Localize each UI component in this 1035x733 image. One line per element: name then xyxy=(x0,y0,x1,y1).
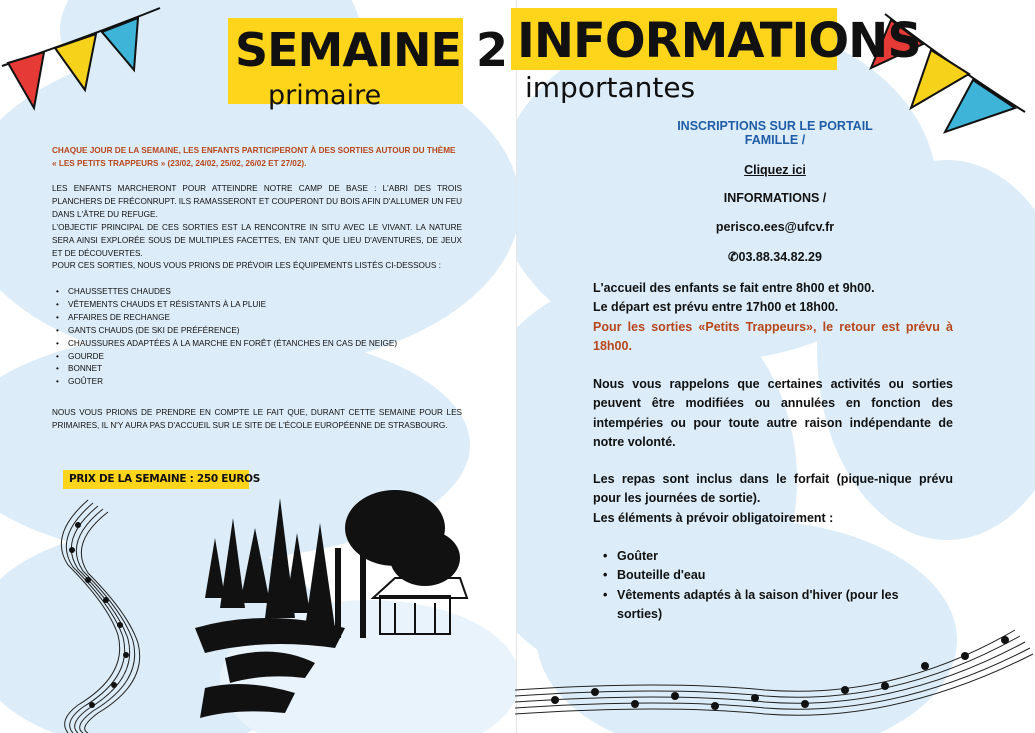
music-staff-ribbon-icon xyxy=(48,495,148,733)
page-title: INFORMATIONS xyxy=(517,13,921,69)
list-item: • VÊTEMENTS CHAUDS ET RÉSISTANTS À LA PLUIE xyxy=(54,299,454,312)
paragraph: LES ENFANTS MARCHERONT POUR ATTEINDRE NOTRE CAMP DE BASE : L'ABRI DES TROIS PLANCHERS DE FRÉCONRUPT. ILS RAMASSERONT ET COUPERONT DU BOIS AFIN D'ALLUMER UN FEU DANS L'ÂTRE DU REFUGE. xyxy=(52,184,462,219)
email-text[interactable]: perisco.ees@ufcv.fr xyxy=(715,220,835,234)
paragraph: L'OBJECTIF PRINCIPAL DE CES SORTIES EST LA RENCONTRE IN SITU AVEC LE VIVANT. LA NATURE SERA AINSI EXPLORÉE SOUS DE MULTIPLES FACETTES, EN TANT QUE LIEU D'AVENTURES, DE JEUX ET DE DÉCOUVERTES. xyxy=(52,222,462,258)
portal-heading xyxy=(640,119,910,147)
page-title: SEMAINE 2 xyxy=(235,23,507,77)
paragraph: POUR CES SORTIES, NOUS VOUS PRIONS DE PRÉVOIR LES ÉQUIPEMENTS LISTÉS CI-DESSOUS : xyxy=(52,261,441,271)
list-item: • Bouteille d'eau xyxy=(603,566,943,585)
reminder-text: Nous vous rappelons que certaines activités ou sorties peuvent être modifiées ou annulées en fonction des intempéries ou pour toute autre raison indépendante de notre volonté. xyxy=(593,377,953,450)
list-item: • GOURDE xyxy=(54,351,454,364)
hours-line: Pour les sorties «Petits Trappeurs», le retour est prévu à 18h00. xyxy=(593,319,953,354)
list-item: • GANTS CHAUDS (DE SKI DE PRÉFÉRENCE) xyxy=(54,325,454,338)
price-badge: PRIX DE LA SEMAINE : 250 EUROS xyxy=(63,470,249,489)
meals-line: Les éléments à prévoir obligatoirement : xyxy=(593,510,834,525)
page-subtitle: primaire xyxy=(268,80,382,111)
list-item: • CHAUSSETTES CHAUDES xyxy=(54,286,454,299)
forest-cabin-illustration-icon xyxy=(185,478,475,733)
list-item: • AFFAIRES DE RECHANGE xyxy=(54,312,454,325)
notice-text: NOUS VOUS PRIONS DE PRENDRE EN COMPTE LE FAIT QUE, DURANT CETTE SEMAINE POUR LES PRIMAIRES, IL N'Y AURA PAS D'ACCUEIL SUR LE SITE DE L'ÉCOLE EUROPÉENNE DE STRASBOURG. xyxy=(52,408,462,430)
portal-line: FAMILLE / xyxy=(744,133,806,147)
meals-block xyxy=(593,470,953,528)
list-item: • CHAUSSURES ADAPTÉES À LA MARCHE EN FORÊT (ÉTANCHES EN CAS DE NEIGE) xyxy=(54,338,454,351)
phone-text[interactable]: ✆03.88.34.82.29 xyxy=(728,250,822,264)
registration-link[interactable]: Cliquez ici xyxy=(744,163,806,177)
list-item: • BONNET xyxy=(54,363,454,376)
hours-block xyxy=(593,279,953,357)
list-item: • Vêtements adaptés à la saison d'hiver (pour les sorties) xyxy=(603,586,943,625)
bunting-flags-icon xyxy=(0,0,170,115)
page-subtitle: importantes xyxy=(525,71,696,104)
portal-line: INSCRIPTIONS SUR LE PORTAIL xyxy=(677,119,873,133)
music-staff-ribbon-icon xyxy=(515,600,1035,733)
list-item: • Goûter xyxy=(603,547,943,566)
intro-text: CHAQUE JOUR DE LA SEMAINE, LES ENFANTS PARTICIPERONT À DES SORTIES AUTOUR DU THÈME « LES PETITS TRAPPEURS » (23/02, 24/02, 25/02, 26/02 ET 27/02). xyxy=(52,146,456,168)
hours-line: L'accueil des enfants se fait entre 8h00 et 9h00. xyxy=(593,281,875,295)
meals-line: Les repas sont inclus dans le forfait (pique-nique prévu pour les journées de sortie). xyxy=(593,472,953,506)
list-item: • GOÛTER xyxy=(54,376,454,389)
description-block xyxy=(52,183,462,273)
hours-line: Le départ est prévu entre 17h00 et 18h00. xyxy=(593,300,839,315)
info-heading: INFORMATIONS / xyxy=(723,191,827,205)
equipment-list xyxy=(54,286,454,389)
